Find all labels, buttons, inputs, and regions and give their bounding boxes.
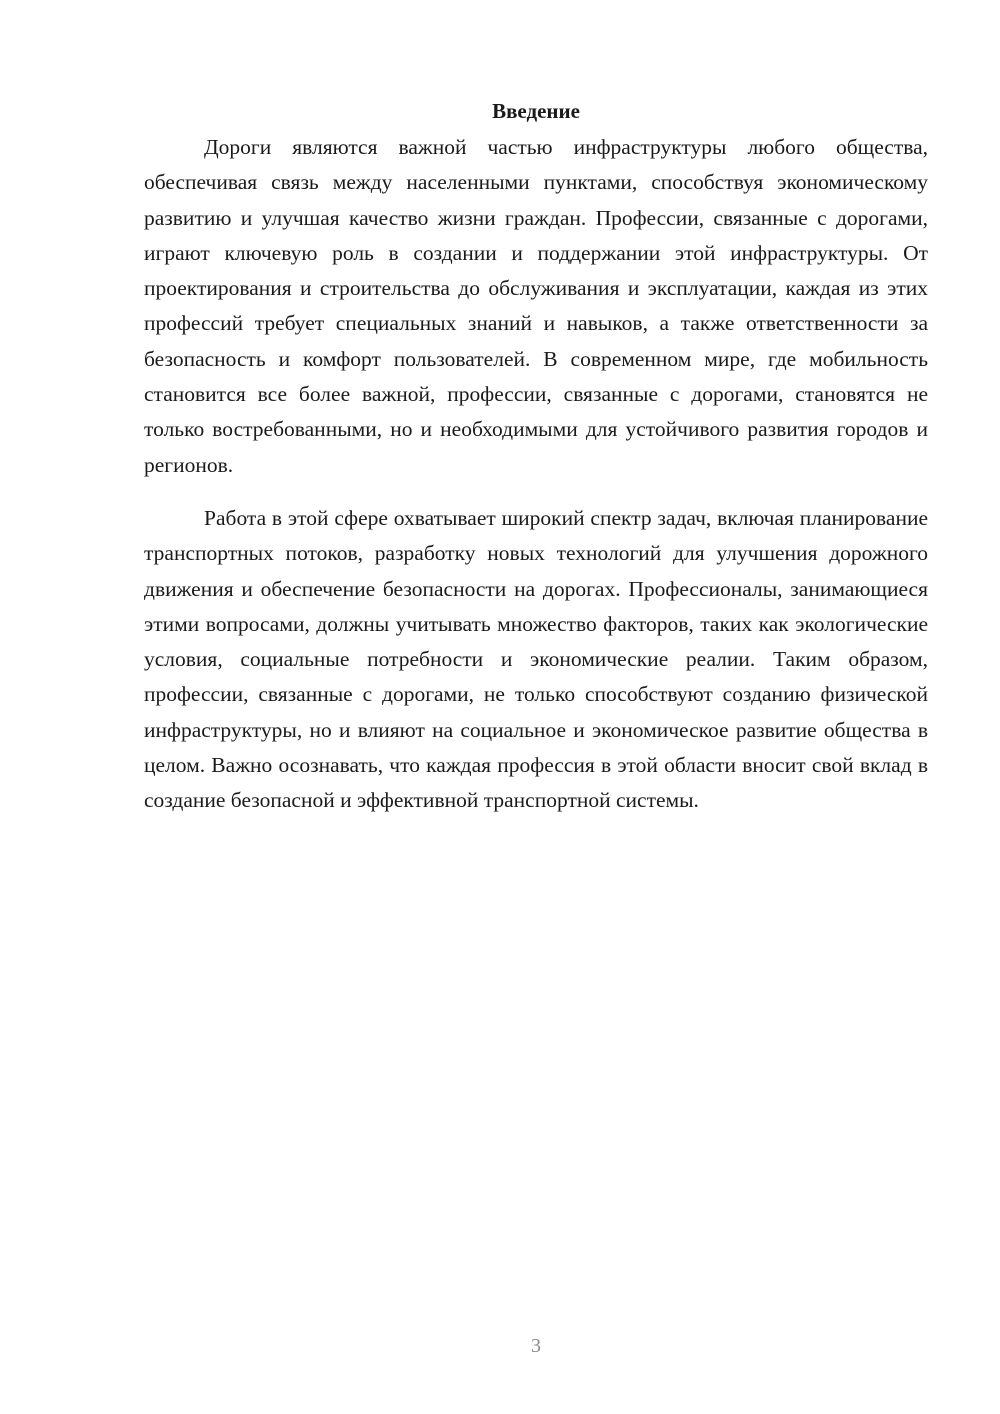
paragraph-1: Дороги являются важной частью инфраструктуры любого общества, обеспечивая связь между населенными пунктами, способствуя экономическому развитию и улучшая качество жизни граждан. Профессии, связанные с дорогами, играют ключевую роль в создании и поддержании этой инфраструктуры. От проектирования и строительства до обслуживания и эксплуатации, каждая из этих профессий требует специальных знаний и навыков, а также ответственности за безопасность и комфорт пользователей. В современном мире, где мобильность становится все более важной, профессии, связанные с дорогами, становятся не только востребованными, но и необходимыми для устойчивого развития городов и регионов. xyxy=(144,135,928,477)
page-number: 3 xyxy=(531,1335,541,1357)
section-heading: Введение xyxy=(492,99,580,123)
paragraph-2: Работа в этой сфере охватывает широкий спектр задач, включая планирование транспортных потоков, разработку новых технологий для улучшения дорожного движения и обеспечение безопасности на дорогах. Профессионалы, занимающиеся этими вопросами, должны учитывать множество факторов, таких как экологические условия, социальные потребности и экономические реалии. Таким образом, профессии, связанные с дорогами, не только способствуют созданию физической инфраструктуры, но и влияют на социальное и экономическое развитие общества в целом. Важно осознавать, что каждая профессия в этой области вносит свой вклад в создание безопасной и эффективной транспортной системы. xyxy=(144,505,928,813)
page-content xyxy=(144,96,928,819)
